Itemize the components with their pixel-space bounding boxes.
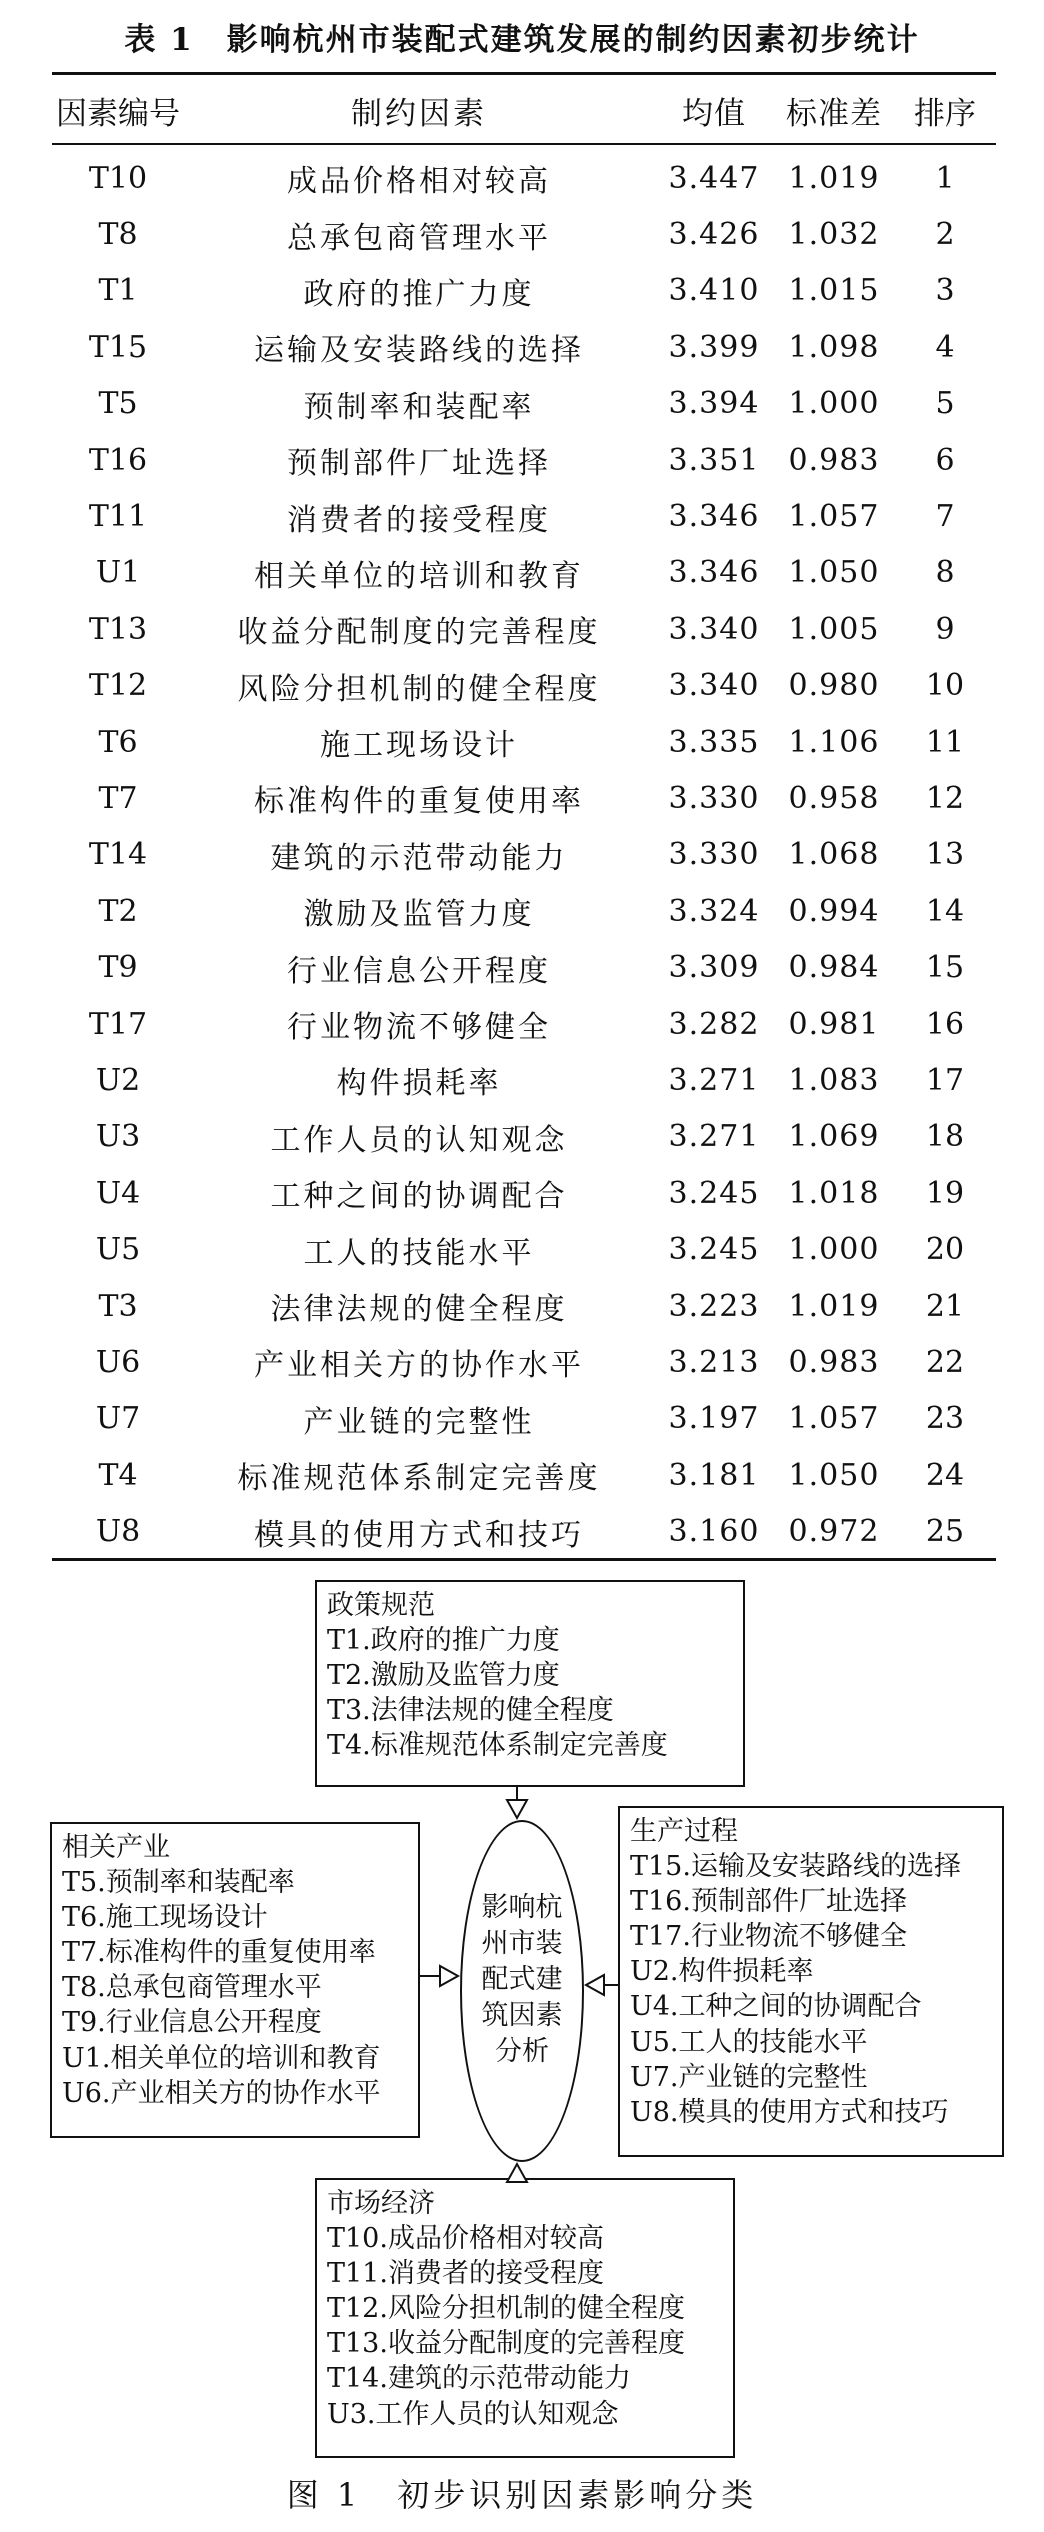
cell-factor-id: T15 (88, 329, 148, 365)
cell-mean: 3.245 (668, 1232, 760, 1268)
table-row (52, 1334, 996, 1390)
table-bottom-rule (52, 1558, 996, 1561)
cell-mean: 3.324 (668, 893, 760, 929)
cell-factor-id: T11 (88, 499, 148, 535)
cell-std-dev: 1.000 (788, 386, 880, 422)
cell-rank: 18 (925, 1119, 965, 1155)
market-factor-item: T11.消费者的接受程度 (327, 2258, 604, 2290)
cell-factor-id: T17 (88, 1006, 148, 1042)
cell-rank: 6 (935, 442, 955, 478)
arrow-right-icon (420, 1966, 458, 1986)
cell-rank: 11 (925, 724, 965, 760)
cell-factor-id: T13 (88, 611, 148, 647)
cell-factor: 工种之间的协调配合 (270, 1179, 568, 1215)
header-factor-id: 因素编号 (56, 95, 180, 132)
cell-std-dev: 1.057 (788, 499, 880, 535)
cell-mean: 3.346 (668, 555, 760, 591)
cell-factor: 产业链的完整性 (303, 1404, 535, 1440)
policy-factor-item: T3.法律法规的健全程度 (327, 1695, 614, 1727)
cell-factor: 相关单位的培训和教育 (254, 558, 584, 594)
industry-item-list (62, 1865, 408, 2111)
cell-mean: 3.282 (668, 1006, 760, 1042)
cell-rank: 1 (935, 160, 955, 196)
cell-mean: 3.330 (668, 780, 760, 816)
cell-mean: 3.426 (668, 217, 760, 253)
table-row (52, 1165, 996, 1221)
policy-category-box (315, 1580, 745, 1787)
cell-factor: 法律法规的健全程度 (270, 1292, 568, 1327)
industry-factor-item: U1.相关单位的培训和教育 (62, 2042, 381, 2074)
production-factor-item: U4.工种之间的协调配合 (630, 1991, 922, 2023)
industry-factor-item: T7.标准构件的重复使用率 (62, 1937, 376, 1969)
cell-rank: 19 (925, 1175, 965, 1211)
cell-mean: 3.351 (668, 442, 760, 478)
table-row (52, 488, 996, 544)
cell-factor-id: T9 (98, 950, 138, 986)
cell-std-dev: 0.980 (788, 668, 880, 704)
industry-factor-item: U6.产业相关方的协作水平 (62, 2077, 381, 2109)
market-factor-item: T13.收益分配制度的完善程度 (327, 2328, 685, 2360)
arrow-left-icon (586, 1975, 618, 1995)
table-row (52, 714, 996, 770)
cell-rank: 23 (925, 1401, 965, 1437)
cell-std-dev: 1.032 (788, 217, 880, 253)
table-header-row (52, 80, 996, 140)
cell-factor: 标准规范体系制定完善度 (237, 1461, 601, 1497)
table-row (52, 601, 996, 657)
figure-caption: 图 1 初步识别因素影响分类 (286, 2476, 758, 2514)
cell-std-dev: 0.972 (788, 1514, 880, 1550)
cell-mean: 3.394 (668, 386, 760, 422)
production-factor-item: T15.运输及安装路线的选择 (630, 1851, 961, 1883)
table-row (52, 827, 996, 883)
production-item-list (630, 1849, 992, 2130)
cell-std-dev: 1.069 (788, 1119, 880, 1155)
cell-rank: 2 (935, 217, 955, 253)
policy-factor-item: T1.政府的推广力度 (327, 1625, 560, 1657)
cell-mean: 3.346 (668, 499, 760, 535)
cell-mean: 3.213 (668, 1344, 760, 1380)
table-row (52, 206, 996, 262)
cell-factor: 构件损耗率 (336, 1066, 502, 1102)
cell-std-dev: 1.018 (788, 1175, 880, 1211)
policy-item-list (327, 1623, 733, 1763)
cell-factor-id: U8 (95, 1514, 141, 1550)
cell-factor: 消费者的接受程度 (287, 502, 551, 538)
cell-rank: 10 (925, 668, 965, 704)
cell-std-dev: 1.005 (788, 611, 880, 647)
table-top-rule (52, 72, 996, 75)
cell-mean: 3.245 (668, 1175, 760, 1211)
cell-factor: 总承包商管理水平 (287, 220, 551, 256)
center-label-line: 影响杭 (481, 1892, 563, 1923)
cell-mean: 3.340 (668, 611, 760, 647)
production-factor-item: T17.行业物流不够健全 (630, 1921, 907, 1953)
cell-factor-id: U4 (95, 1175, 141, 1211)
header-mean: 均值 (682, 95, 746, 132)
table-row (52, 770, 996, 826)
industry-category-box (50, 1822, 420, 2138)
cell-factor: 行业信息公开程度 (287, 953, 551, 989)
table-row (52, 376, 996, 432)
header-factor: 制约因素 (351, 95, 487, 132)
cell-factor: 模具的使用方式和技巧 (254, 1517, 584, 1553)
center-label-line: 分析 (495, 2035, 549, 2067)
cell-factor: 成品价格相对较高 (287, 164, 551, 200)
industry-factor-item: T5.预制率和装配率 (62, 1867, 295, 1899)
cell-rank: 13 (925, 837, 965, 873)
cell-mean: 3.197 (668, 1401, 760, 1437)
production-factor-item: U5.工人的技能水平 (630, 2026, 868, 2058)
cell-mean: 3.181 (668, 1457, 760, 1493)
policy-factor-item: T2.激励及监管力度 (327, 1660, 560, 1692)
cell-rank: 14 (925, 893, 965, 929)
cell-rank: 4 (935, 329, 955, 365)
cell-rank: 7 (935, 499, 955, 535)
cell-factor: 标准构件的重复使用率 (254, 784, 584, 820)
cell-factor-id: T16 (88, 442, 148, 478)
cell-std-dev: 1.015 (788, 273, 880, 309)
industry-factor-item: T8.总承包商管理水平 (62, 1972, 322, 2004)
cell-std-dev: 1.000 (788, 1232, 880, 1268)
table-caption: 表 1 影响杭州市装配式建筑发展的制约因素初步统计 (124, 22, 920, 58)
table-row (52, 1109, 996, 1165)
table-row (52, 1278, 996, 1334)
table-row (52, 658, 996, 714)
header-rank: 排序 (914, 95, 976, 132)
cell-factor-id: T3 (98, 1288, 138, 1324)
industry-factor-item: T9.行业信息公开程度 (62, 2007, 322, 2039)
cell-std-dev: 1.098 (788, 329, 880, 365)
cell-factor-id: T5 (98, 386, 138, 422)
cell-std-dev: 1.019 (788, 1288, 880, 1324)
cell-factor-id: T14 (88, 837, 148, 873)
cell-mean: 3.309 (668, 950, 760, 986)
cell-rank: 22 (925, 1344, 965, 1380)
center-label-line: 配式建 (481, 1963, 563, 1995)
cell-factor: 政府的推广力度 (303, 276, 535, 312)
cell-std-dev: 1.057 (788, 1401, 880, 1437)
market-factor-item: T14.建筑的示范带动能力 (327, 2363, 631, 2395)
header-std-dev: 标准差 (786, 95, 882, 132)
industry-heading: 相关产业 (62, 1832, 170, 1863)
table-row (52, 1221, 996, 1277)
table-row (52, 1052, 996, 1108)
market-factor-item: U3.工作人员的认知观念 (327, 2398, 619, 2430)
market-category-box (315, 2178, 735, 2458)
arrow-down-icon (507, 1787, 527, 1818)
table-row (52, 263, 996, 319)
cell-mean: 3.271 (668, 1119, 760, 1155)
cell-rank: 12 (925, 780, 965, 816)
cell-factor-id: T10 (88, 160, 148, 196)
cell-std-dev: 1.083 (788, 1062, 880, 1098)
cell-std-dev: 0.994 (788, 893, 880, 929)
center-label-line: 筑因素 (481, 1999, 563, 2031)
cell-std-dev: 1.050 (788, 1457, 880, 1493)
table-row (52, 1391, 996, 1447)
policy-heading: 政策规范 (327, 1590, 435, 1621)
cell-mean: 3.335 (668, 724, 760, 760)
cell-rank: 3 (935, 273, 955, 309)
cell-mean: 3.223 (668, 1288, 760, 1324)
cell-factor-id: T2 (98, 893, 138, 929)
cell-factor: 风险分担机制的健全程度 (237, 671, 601, 707)
cell-factor-id: T1 (98, 273, 138, 309)
production-heading: 生产过程 (630, 1816, 738, 1847)
cell-factor: 建筑的示范带动能力 (270, 840, 568, 876)
cell-mean: 3.399 (668, 329, 760, 365)
cell-factor: 预制部件厂址选择 (287, 446, 551, 482)
production-factor-item: T16.预制部件厂址选择 (630, 1886, 907, 1918)
table-row (52, 883, 996, 939)
table-row (52, 939, 996, 995)
cell-factor: 行业物流不够健全 (287, 1010, 551, 1046)
cell-factor-id: U5 (95, 1232, 141, 1268)
cell-factor-id: U3 (95, 1119, 141, 1155)
production-factor-item: U2.构件损耗率 (630, 1956, 814, 1988)
table-row (52, 1503, 996, 1559)
cell-rank: 24 (925, 1457, 965, 1493)
center-label (464, 1890, 580, 2070)
cell-factor-id: T7 (98, 780, 138, 816)
cell-factor-id: U7 (95, 1401, 141, 1437)
production-factor-item: U7.产业链的完整性 (630, 2061, 868, 2093)
table-row (52, 319, 996, 375)
cell-rank: 25 (925, 1514, 965, 1550)
market-factor-item: T10.成品价格相对较高 (327, 2223, 604, 2255)
market-factor-item: T12.风险分担机制的健全程度 (327, 2293, 685, 2325)
cell-rank: 15 (925, 950, 965, 986)
cell-std-dev: 1.019 (788, 160, 880, 196)
cell-factor-id: T8 (98, 217, 138, 253)
cell-factor-id: T12 (88, 668, 148, 704)
cell-std-dev: 0.981 (788, 1006, 880, 1042)
market-heading: 市场经济 (327, 2188, 435, 2219)
cell-std-dev: 0.958 (788, 780, 880, 816)
cell-mean: 3.340 (668, 668, 760, 704)
cell-factor-id: U2 (95, 1062, 141, 1098)
cell-rank: 20 (925, 1232, 965, 1268)
cell-std-dev: 0.983 (788, 442, 880, 478)
cell-std-dev: 0.984 (788, 950, 880, 986)
cell-factor-id: T6 (98, 724, 138, 760)
cell-mean: 3.410 (668, 273, 760, 309)
table-row (52, 1447, 996, 1503)
production-category-box (618, 1806, 1004, 2157)
cell-factor: 预制率和装配率 (303, 389, 535, 425)
cell-factor: 激励及监管力度 (303, 897, 535, 933)
cell-factor-id: U6 (95, 1344, 141, 1380)
cell-std-dev: 1.050 (788, 555, 880, 591)
cell-std-dev: 1.068 (788, 837, 880, 873)
production-factor-item: U8.模具的使用方式和技巧 (630, 2096, 949, 2128)
cell-rank: 9 (935, 611, 955, 647)
cell-rank: 17 (925, 1062, 965, 1098)
cell-factor-id: T4 (98, 1457, 138, 1493)
cell-rank: 21 (925, 1288, 965, 1324)
cell-factor: 工作人员的认知观念 (270, 1122, 568, 1158)
cell-factor: 施工现场设计 (320, 728, 518, 764)
cell-factor-id: U1 (95, 555, 141, 591)
table-row (52, 150, 996, 206)
table-body (52, 150, 996, 1560)
cell-rank: 16 (925, 1006, 965, 1042)
cell-factor: 工人的技能水平 (303, 1235, 535, 1271)
table-header-rule (52, 143, 996, 145)
cell-rank: 5 (935, 386, 955, 422)
cell-factor: 收益分配制度的完善程度 (237, 615, 601, 651)
market-item-list (327, 2221, 723, 2432)
cell-mean: 3.330 (668, 837, 760, 873)
industry-factor-item: T6.施工现场设计 (62, 1902, 268, 1934)
cell-mean: 3.271 (668, 1062, 760, 1098)
table-row (52, 432, 996, 488)
policy-factor-item: T4.标准规范体系制定完善度 (327, 1730, 668, 1762)
cell-mean: 3.447 (668, 160, 760, 196)
cell-mean: 3.160 (668, 1514, 760, 1550)
table-row (52, 545, 996, 601)
cell-rank: 8 (935, 555, 955, 591)
cell-std-dev: 1.106 (788, 724, 880, 760)
cell-factor: 产业相关方的协作水平 (254, 1348, 584, 1384)
cell-std-dev: 0.983 (788, 1344, 880, 1380)
cell-factor: 运输及安装路线的选择 (254, 333, 584, 369)
table-row (52, 996, 996, 1052)
center-label-line: 州市装 (481, 1927, 563, 1959)
